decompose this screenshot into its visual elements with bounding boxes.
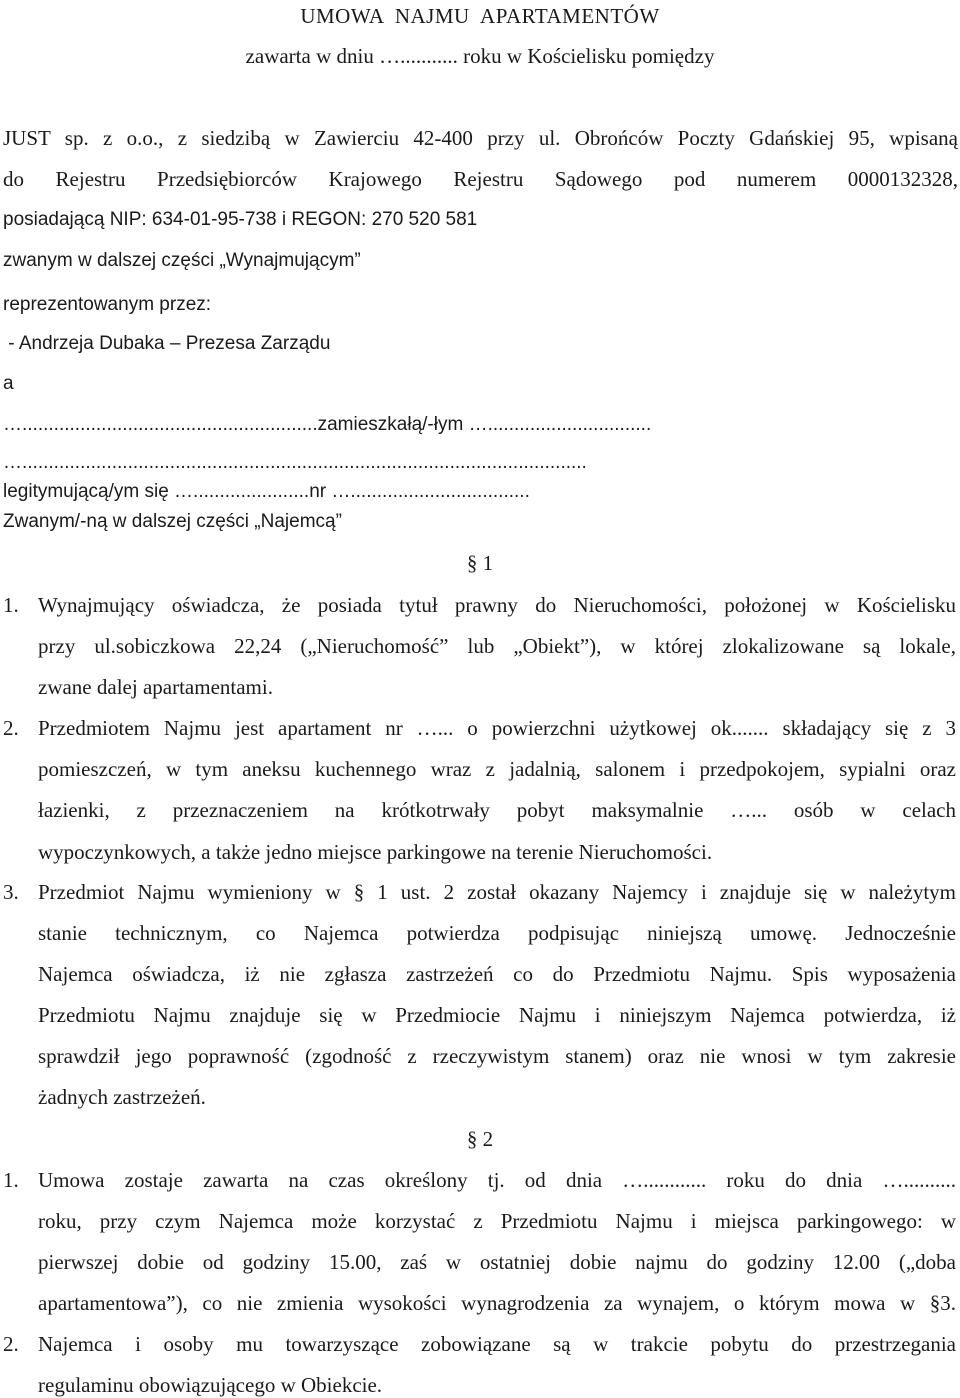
landlord-line-1: JUST sp. z o.o., z siedzibą w Zawierciu 42-400 przy ul. Obrońców Poczty Gdańskiej 95, wpisaną: [3, 126, 958, 150]
s1-item-3-line-3: Najemca oświadcza, iż nie zgłasza zastrzeżeń co do Przedmiotu Najmu. Spis wyposażenia: [38, 962, 956, 986]
s2-item-2-number: 2.: [3, 1332, 19, 1356]
contract-date-place: zawarta w dniu …........... roku w Kościelisku pomiędzy: [245, 44, 715, 68]
s1-item-1-line-2: przy ul.sobiczkowa 22,24 („Nieruchomość” lub „Obiekt”), w której zlokalizowane są lokale,: [38, 634, 956, 658]
tenant-line-3: legitymującą/ym się …......................nr …..................................: [3, 481, 530, 502]
s2-item-1-line-2: roku, przy czym Najemca może korzystać z Przedmiotu Najmu i miejsca parkingowego: w: [38, 1209, 956, 1233]
s1-item-3-line-2: stanie technicznym, co Najemca potwierdza podpisując niniejszą umowę. Jednocześnie: [38, 921, 956, 945]
section-2-heading: § 2: [466, 1127, 494, 1151]
s1-item-3-line-6: żadnych zastrzeżeń.: [38, 1085, 206, 1109]
s2-item-1-line-4: apartamentowa”), co nie zmienia wysokości wynagrodzenia za wynajem, o którym mowa w §3.: [38, 1291, 956, 1315]
s1-item-2-line-3: łazienki, z przeznaczeniem na krótkotrwały pobyt maksymalnie …... osób w celach: [38, 798, 956, 822]
landlord-line-3: posiadającą NIP: 634-01-95-738 i REGON: 270 520 581: [3, 209, 478, 230]
landlord-line-5: reprezentowanym przez:: [3, 294, 212, 315]
s1-item-2-line-2: pomieszczeń, w tym aneksu kuchennego wraz z jadalnią, salonem i przedpokojem, sypialni oraz: [38, 757, 956, 781]
s1-item-3-line-1: Przedmiot Najmu wymieniony w § 1 ust. 2 został okazany Najemcy i znajduje się w należytym: [38, 880, 956, 904]
tenant-line-2: …...........................................................................................................: [3, 452, 587, 473]
contract-title: UMOWA NAJMU APARTAMENTÓW: [300, 4, 660, 28]
s2-item-1-number: 1.: [3, 1168, 19, 1192]
s2-item-2-line-1: Najemca i osoby mu towarzyszące zobowiązane są w trakcie pobytu do przestrzegania: [38, 1332, 956, 1356]
s1-item-1-line-1: Wynajmujący oświadcza, że posiada tytuł prawny do Nieruchomości, położonej w Kościelisku: [38, 593, 956, 617]
section-1-heading: § 1: [466, 551, 494, 575]
s1-item-2-line-1: Przedmiotem Najmu jest apartament nr …... o powierzchni użytkowej ok....... składający się z 3: [38, 716, 956, 740]
landlord-line-6: - Andrzeja Dubaka – Prezesa Zarządu: [3, 333, 331, 354]
s1-item-3-line-4: Przedmiotu Najmu znajduje się w Przedmiocie Najmu i niniejszym Najemca potwierdza, iż: [38, 1003, 956, 1027]
conjunction-a: a: [3, 373, 14, 394]
s2-item-1-line-1: Umowa zostaje zawarta na czas określony tj. od dnia …............ roku do dnia …..........: [38, 1168, 956, 1192]
landlord-line-2: do Rejestru Przedsiębiorców Krajowego Rejestru Sądowego pod numerem 0000132328,: [3, 167, 958, 191]
s1-item-3-line-5: sprawdził jego poprawność (zgodność z rzeczywistym stanem) oraz nie wnosi w tym zakresie: [38, 1044, 956, 1068]
s1-item-3-number: 3.: [3, 880, 19, 904]
s2-item-2-line-2: regulaminu obowiązującego w Obiekcie.: [38, 1373, 383, 1397]
s1-item-2-line-4: wypoczynkowych, a także jedno miejsce parkingowe na terenie Nieruchomości.: [38, 840, 713, 864]
s1-item-2-number: 2.: [3, 716, 19, 740]
s1-item-1-number: 1.: [3, 593, 19, 617]
s2-item-1-line-3: pierwszej dobie od godziny 15.00, zaś w ostatniej dobie najmu do godziny 12.00 („doba: [38, 1250, 956, 1274]
s1-item-1-line-3: zwane dalej apartamentami.: [38, 675, 273, 699]
tenant-line-4: Zwanym/-ną w dalszej części „Najemcą”: [3, 511, 342, 532]
landlord-line-4: zwanym w dalszej części „Wynajmującym”: [3, 250, 361, 271]
tenant-line-1: …........................................................zamieszkałą/-łym …...............................: [3, 414, 652, 435]
